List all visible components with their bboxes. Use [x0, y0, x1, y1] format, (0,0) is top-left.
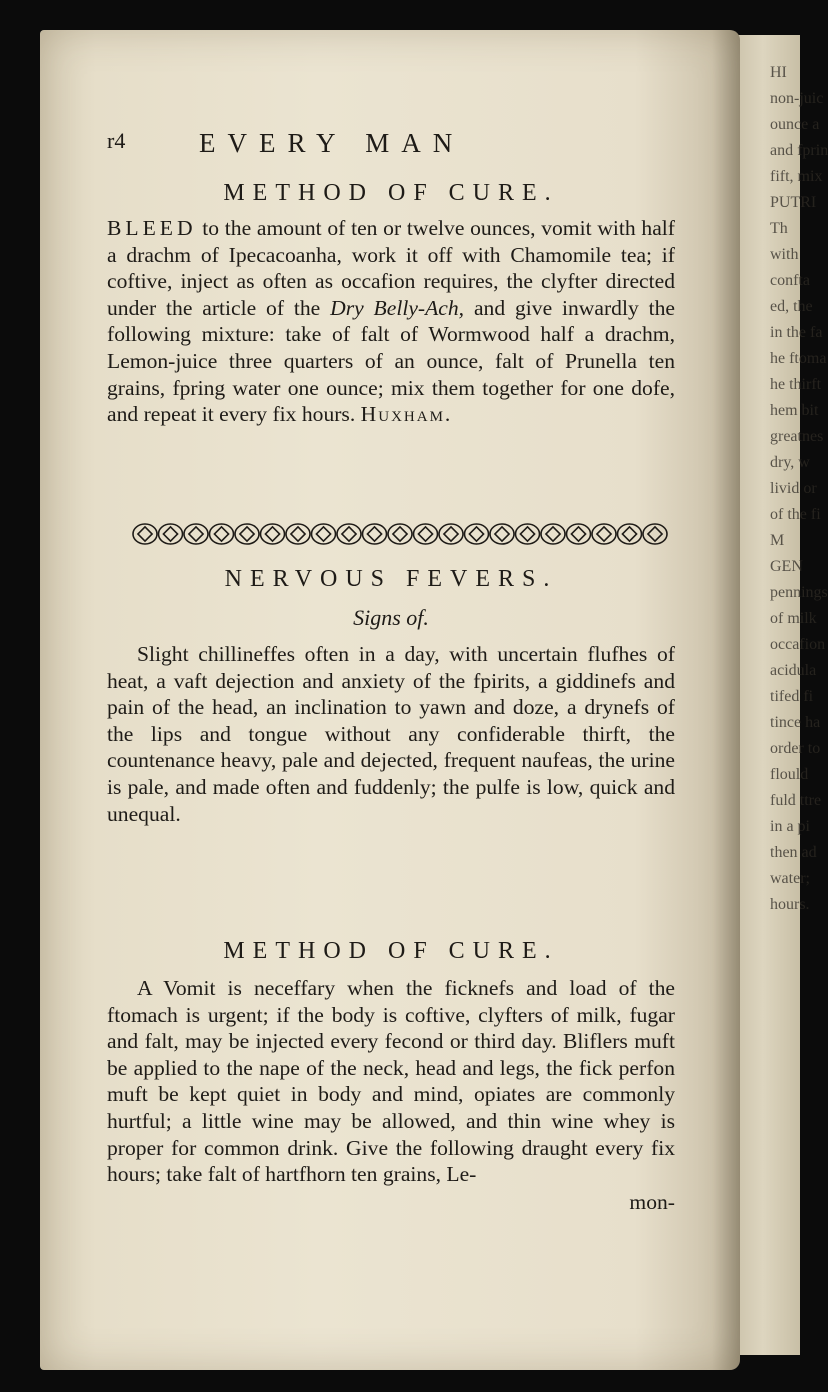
ornament-diamond [291, 527, 305, 541]
facing-page-fragment: dry, w [770, 454, 810, 471]
section-heading: METHOD OF CURE. [223, 938, 559, 964]
facing-page-fragment: flould [770, 766, 809, 783]
running-title: EVERY MAN [199, 128, 465, 158]
lead-word: BLEED [107, 216, 197, 240]
ornament-diamond [597, 527, 611, 541]
facing-page-fragment: M [770, 532, 785, 549]
ornament-diamond [520, 527, 534, 541]
paragraph: Slight chillineffes often in a day, with uncertain flufhes of heat, a vaft dejection and anxiety of the fpirits, a giddinefs and pain of the head, an inclination to yawn and doze, a drynefs of the lips and tongue without any confiderable thirft, the countenance heavy, pale and dejected, frequent naufeas, the urine is pale, and made often and fuddenly; the pulfe is low, quick and unequal. [107, 642, 675, 826]
facing-page-fragment: in the fa [770, 324, 823, 341]
ornament-diamond [648, 527, 662, 541]
facing-page-fragment: and fprin [770, 142, 828, 159]
facing-page-fragment: fuld ttre [770, 792, 822, 809]
facing-page-fragment: acidula [770, 662, 817, 679]
facing-page-fragment: GEN [770, 558, 803, 575]
facing-page-fragment: hours. [770, 896, 810, 913]
ornament-diamond [418, 527, 432, 541]
facing-page-fragment: with [770, 246, 799, 263]
facing-page-fragment: livid or [770, 480, 817, 497]
author-attribution: Huxham. [360, 402, 453, 427]
facing-page-fragment: Th [770, 220, 788, 237]
facing-page-fragment: HI [770, 64, 787, 81]
ornament-diamond [163, 527, 177, 541]
facing-page-fragment: tifed fi [770, 688, 814, 705]
facing-page-fragment: hem bit [770, 402, 819, 419]
ornament-diamond [546, 527, 560, 541]
section-method-of-cure-2 [107, 938, 675, 1215]
facing-page-fragment: confta [770, 272, 810, 289]
facing-page-fragment: order to [770, 740, 821, 757]
section-method-of-cure-1 [107, 180, 675, 428]
facing-page-fragment: occafion [770, 636, 826, 653]
running-head [107, 128, 682, 168]
ornament-diamond [240, 527, 254, 541]
paragraph: A Vomit is neceffary when the ficknefs and load of the ftomach is urgent; if the body is coftive, clyfters of milk, fugar and falt, may be injected every fecond or third day. Bliflers muft be applied to the nape of the neck, head and legs, the fick perfon muft be kept quiet in body and mind, opiates are commonly hurtful; a little wine may be allowed, and thin wine whey is proper for common drink. Give the following draught every fix hours; take falt of hartfhorn ten grains, Le- [107, 976, 675, 1187]
facing-page-fragment: water; [770, 870, 810, 887]
page-number: r4 [107, 128, 126, 153]
facing-page-fragment: in a pi [770, 818, 810, 835]
facing-page-fragment: he thirft [770, 376, 822, 393]
facing-page-fragment: non-juic [770, 90, 824, 107]
ornament-diamond [393, 527, 407, 541]
section-nervous-fevers [107, 566, 675, 827]
facing-page-fragment: of the fi [770, 506, 821, 523]
facing-page-fragment: PUTRI [770, 194, 817, 211]
ornament-diamond [444, 527, 458, 541]
ornament-diamond [342, 527, 356, 541]
facing-page-fragments [770, 60, 828, 1260]
ornament-diamond [316, 527, 330, 541]
facing-page-fragment: then ad [770, 844, 817, 861]
paragraph: BLEED to the amount of ten or twelve ounces, vomit with half a drachm of Ipecacoanha, work it off with Chamomile tea; if coftive, inject as often as occafion requires, the clyfter directed under the article of the Dry Belly-Ach, and give inwardly the following mixture: take of falt of Wormwood half a drachm, Lemon-juice three quarters of an ounce, falt of Prunella ten grains, fpring water one ounce; mix them together for one dofe, and repeat it every fix hours. Huxham. [107, 216, 676, 427]
facing-page-fragment: ed, the [770, 298, 813, 315]
ornament-diamond [138, 527, 152, 541]
facing-page-fragment: pennings [770, 584, 828, 601]
facing-page-fragment: fift, mix [770, 168, 823, 185]
section-heading: NERVOUS FEVERS. [224, 566, 558, 592]
ornament-diamond [367, 527, 381, 541]
ornament-diamond [189, 527, 203, 541]
ornament-diamond [495, 527, 509, 541]
ornament-diamond [571, 527, 585, 541]
catchword: mon- [629, 1189, 675, 1214]
section-heading: METHOD OF CURE. [223, 180, 559, 206]
facing-page-fragment: ounce a [770, 116, 820, 133]
facing-page-fragment: of milk [770, 610, 817, 627]
subheading: Signs of. [353, 605, 429, 630]
ornament-diamond [469, 527, 483, 541]
facing-page-fragment: he ftoma [770, 350, 827, 367]
ornament-band [132, 520, 668, 548]
ornament-diamond [214, 527, 228, 541]
ornament-diamond [265, 527, 279, 541]
facing-page-fragment: tince ha [770, 714, 821, 731]
facing-page-fragment: greatnes [770, 428, 824, 445]
italic-reference: Dry Belly-Ach, [330, 295, 465, 320]
ornament-diamond [622, 527, 636, 541]
